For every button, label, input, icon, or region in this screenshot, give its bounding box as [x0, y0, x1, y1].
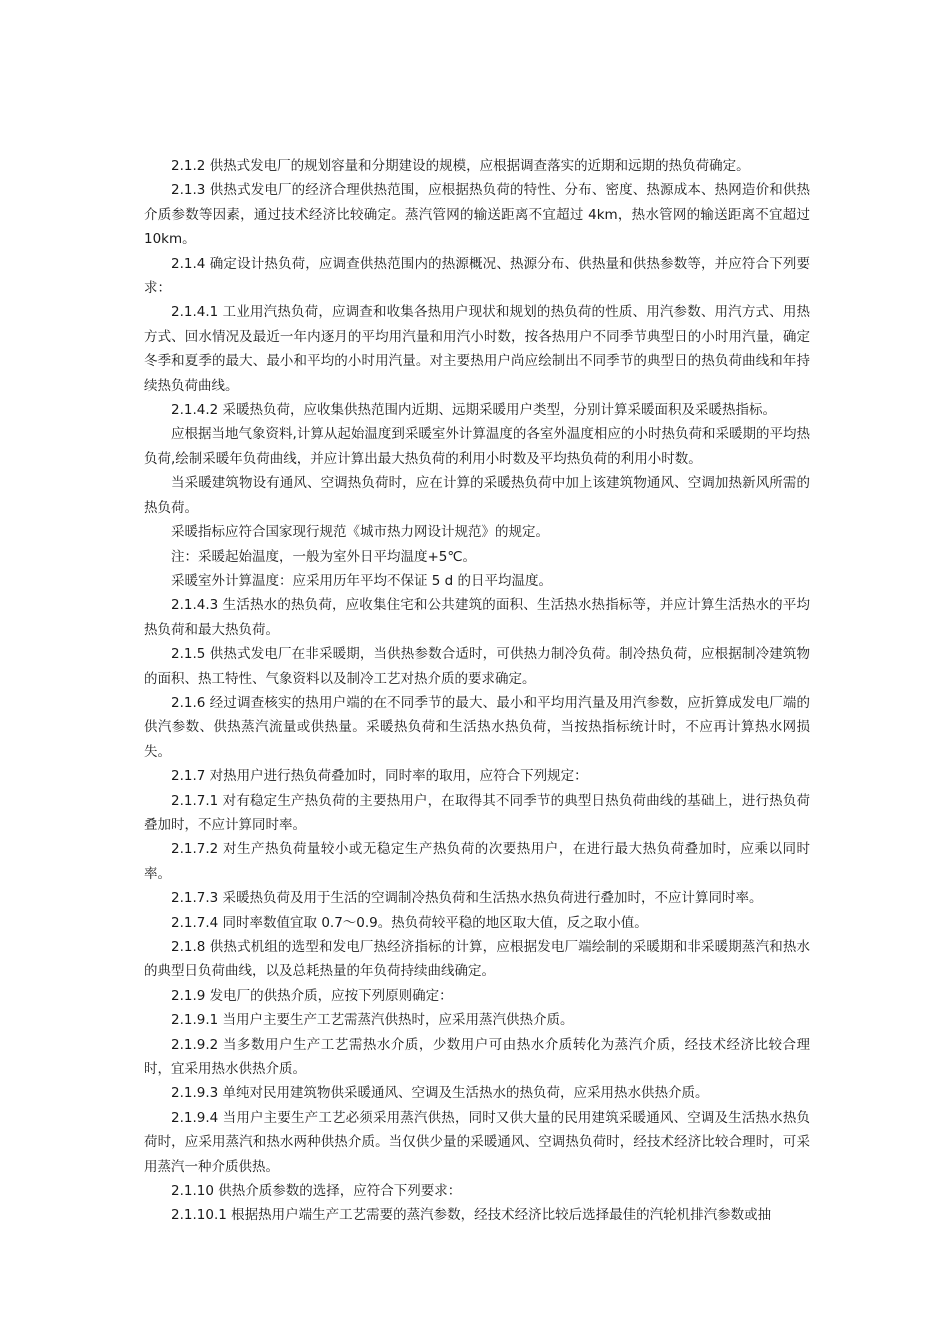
- paragraph-note-start-temp: 注：采暖起始温度，一般为室外日平均温度+5℃。: [171, 548, 477, 565]
- paragraph-heating-weather: 应根据当地气象资料,计算从起始温度到采暖室外计算温度的各室外温度相应的小时热负荷和采暖期的平均热负荷,绘制采暖年负荷曲线，并应计算出最大热负荷的利用小时数及平均热负荷的利用小时数。: [144, 426, 810, 467]
- paragraph-2-1-9-2: 2.1.9.2 当多数用户生产工艺需热水介质，少数用户可由热水介质转化为蒸汽介质，经技术经济比较合理时，宜采用热水供热介质。: [144, 1036, 810, 1078]
- paragraph-2-1-9-3: 2.1.9.3 单纯对民用建筑物供采暖通风、空调及生活热水的热负荷，应采用热水供热介质。: [171, 1085, 709, 1102]
- paragraph-2-1-10: 2.1.10 供热介质参数的选择，应符合下列要求：: [171, 1183, 462, 1200]
- paragraph-2-1-7-3: 2.1.7.3 采暖热负荷及用于生活的空调制冷热负荷和生活热水热负荷进行叠加时，不应计算同时率。: [171, 890, 763, 907]
- paragraph-2-1-4-2: 2.1.4.2 采暖热负荷，应收集供热范围内近期、远期采暖用户类型，分别计算采暖面积及采暖热指标。: [171, 402, 777, 419]
- paragraph-2-1-2: 2.1.2 供热式发电厂的规划容量和分期建设的规模，应根据调查落实的近期和远期的热负荷确定。: [171, 158, 750, 174]
- paragraph-2-1-7-1: 2.1.7.1 对有稳定生产热负荷的主要热用户，在取得其不同季节的典型日热负荷曲线的基础上，进行热负荷叠加时，不应计算同时率。: [144, 792, 810, 833]
- paragraph-2-1-9: 2.1.9 发电厂的供热介质，应按下列原则确定：: [171, 987, 453, 1004]
- paragraph-2-1-10-1: 2.1.10.1 根据热用户端生产工艺需要的蒸汽参数，经技术经济比较后选择最佳的汽轮机排汽参数或抽: [171, 1207, 772, 1224]
- paragraph-2-1-4-1: 2.1.4.1 工业用汽热负荷，应调查和收集各热用户现状和规划的热负荷的性质、用汽参数、用汽方式、用热方式、回水情况及最近一年内逐月的平均用汽量和用汽小时数，按各热用户不同季节典型日的小时用汽量，确定冬季和夏季的最大、最小和平均的小时用汽量。对主要热用户尚应绘制出不同季节的典型日的热负荷曲线和年持续热负荷曲线。: [144, 304, 810, 394]
- paragraph-2-1-8: 2.1.8 供热式机组的选型和发电厂热经济指标的计算，应根据发电厂端绘制的采暖期和非采暖期蒸汽和热水的典型日负荷曲线，以及总耗热量的年负荷持续曲线确定。: [144, 939, 810, 980]
- paragraph-2-1-3: 2.1.3 供热式发电厂的经济合理供热范围，应根据热负荷的特性、分布、密度、热源成本、热网造价和供热介质参数等因素，通过技术经济比较确定。蒸汽管网的输送距离不宜超过 4km，热水管网的输送距离不宜超过 10km。: [144, 182, 810, 248]
- paragraph-2-1-9-4: 2.1.9.4 当用户主要生产工艺必须采用蒸汽供热，同时又供大量的民用建筑采暖通风、空调及生活热水热负荷时，应采用蒸汽和热水两种供热介质。当仅供少量的采暖通风、空调热负荷时，经技术经济比较合理时，可采用蒸汽一种介质供热。: [144, 1109, 810, 1175]
- paragraph-2-1-6: 2.1.6 经过调查核实的热用户端的在不同季节的最大、最小和平均用汽量及用汽参数，应折算成发电厂端的供汽参数、供热蒸汽流量或供热量。采暖热负荷和生活热水热负荷，当按热指标统计时，不应再计算热水网损失。: [144, 694, 810, 760]
- paragraph-2-1-7: 2.1.7 对热用户进行热负荷叠加时，同时率的取用，应符合下列规定：: [171, 768, 588, 785]
- paragraph-outdoor-calc-temp: 采暖室外计算温度：应采用历年平均不保证 5 d 的日平均温度。: [171, 572, 553, 589]
- paragraph-2-1-4-3: 2.1.4.3 生活热水的热负荷，应收集住宅和公共建筑的面积、生活热水热指标等，并应计算生活热水的平均热负荷和最大热负荷。: [144, 597, 810, 638]
- paragraph-heating-ventilation: 当采暖建筑物设有通风、空调热负荷时，应在计算的采暖热负荷中加上该建筑物通风、空调加热新风所需的热负荷。: [144, 475, 810, 516]
- paragraph-heating-index: 采暖指标应符合国家现行规范《城市热力网设计规范》的规定。: [171, 524, 549, 541]
- paragraph-2-1-5: 2.1.5 供热式发电厂在非采暖期，当供热参数合适时，可供热力制冷负荷。制冷热负荷，应根据制冷建筑物的面积、热工特性、气象资料以及制冷工艺对热介质的要求确定。: [144, 646, 810, 687]
- document-body: [144, 154, 810, 1228]
- paragraph-2-1-7-4: 2.1.7.4 同时率数值宜取 0.7～0.9。热负荷较平稳的地区取大值，反之取小值。: [171, 914, 648, 931]
- paragraph-2-1-7-2: 2.1.7.2 对生产热负荷量较小或无稳定生产热负荷的次要热用户，在进行最大热负荷叠加时，应乘以同时率。: [144, 841, 810, 882]
- paragraph-2-1-9-1: 2.1.9.1 当用户主要生产工艺需蒸汽供热时，应采用蒸汽供热介质。: [171, 1012, 574, 1029]
- paragraph-2-1-4: 2.1.4 确定设计热负荷，应调查供热范围内的热源概况、热源分布、供热量和供热参数等，并应符合下列要求：: [144, 255, 810, 297]
